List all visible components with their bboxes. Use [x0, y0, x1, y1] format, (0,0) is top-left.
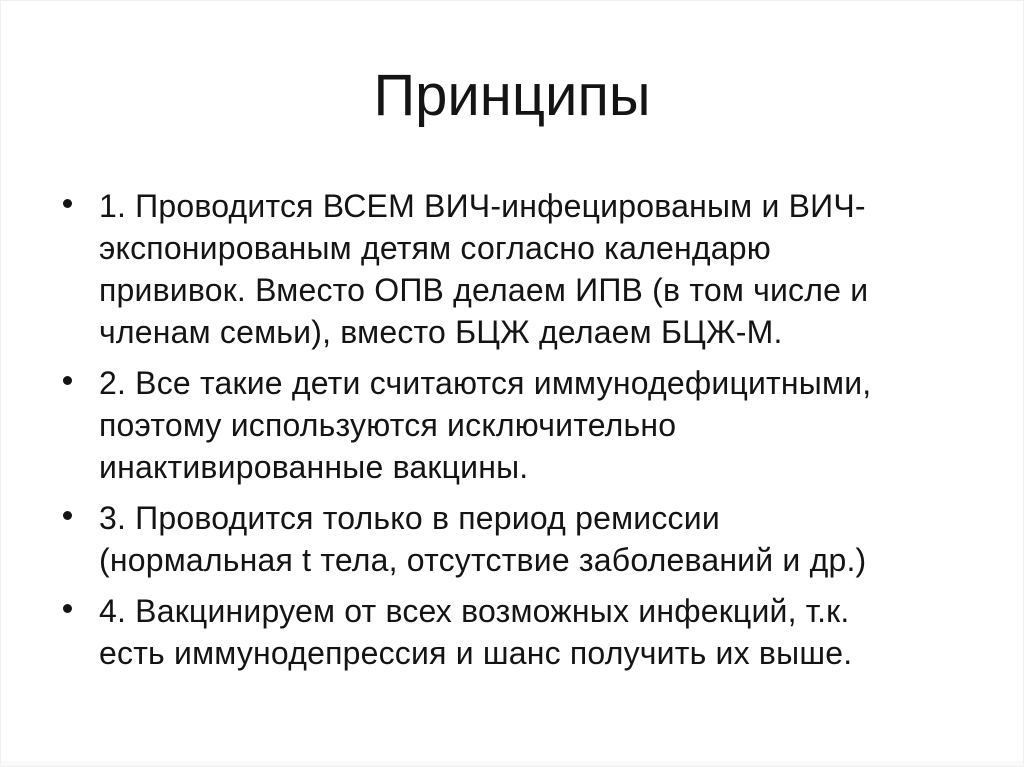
bullet-line: 4. Вакцинируем от всех возможных инфекций, т.к.: [99, 593, 850, 629]
bullet-item: [63, 590, 973, 674]
slide-title: Принципы: [373, 63, 651, 128]
bullet-line: (нормальная t тела, отсутствие заболеваний и др.): [99, 542, 867, 578]
bullet-line: 1. Проводится ВСЕМ ВИЧ-инфецированым и ВИЧ-: [99, 188, 866, 224]
bullet-line: экспонированым детям согласно календарю: [99, 230, 771, 266]
bullet-line: членам семьи), вместо БЦЖ делаем БЦЖ-М.: [99, 314, 783, 350]
bullet-line: прививок. Вместо ОПВ делаем ИПВ (в том числе и: [99, 272, 869, 308]
bullet-dot-icon: [63, 511, 72, 520]
bullet-line: есть иммунодепрессия и шанс получить их выше.: [99, 635, 853, 671]
bullet-item: [63, 362, 973, 488]
bullet-line: инактивированные вакцины.: [99, 449, 529, 485]
bullet-line: 3. Проводится только в период ремиссии: [99, 500, 720, 536]
bullet-dot-icon: [63, 199, 72, 208]
bullet-list: [63, 185, 973, 683]
bottom-edge-strip: [1, 761, 1023, 766]
bullet-line: 2. Все такие дети считаются иммунодефицитными,: [99, 365, 872, 401]
bullet-dot-icon: [63, 376, 72, 385]
bullet-line: поэтому используются исключительно: [99, 407, 677, 443]
bullet-item: [63, 497, 973, 581]
bullet-dot-icon: [63, 604, 72, 613]
bullet-item: [63, 185, 973, 353]
